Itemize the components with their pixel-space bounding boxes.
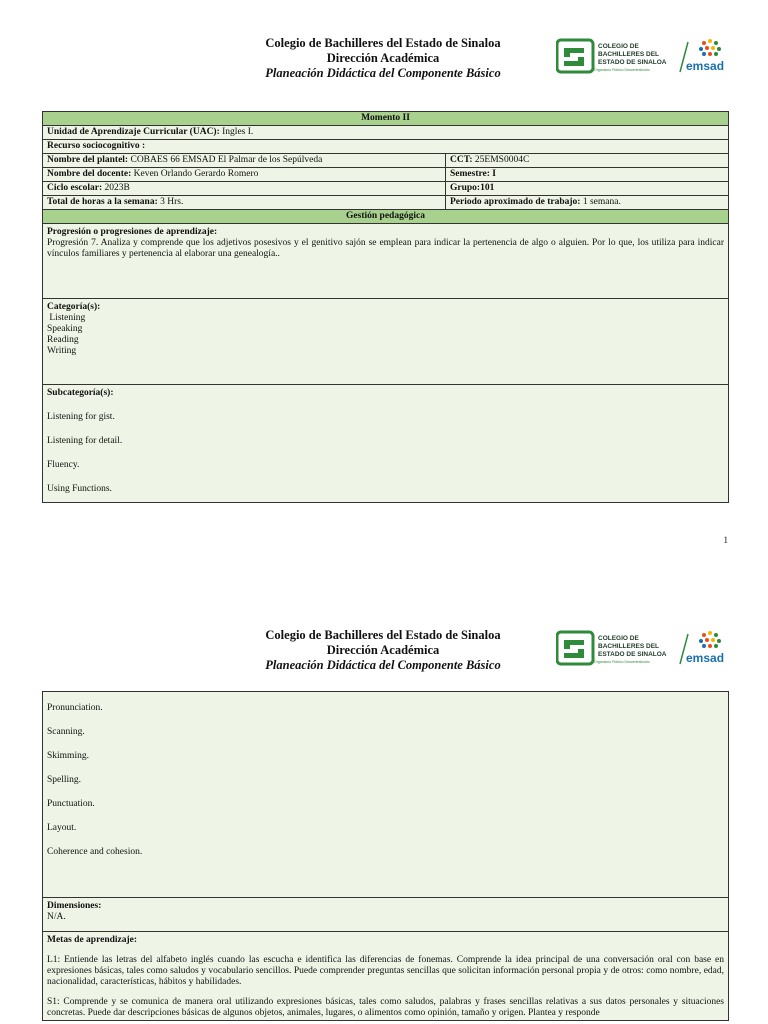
- uac-row: [43, 126, 729, 140]
- emsad-logo-text: emsad: [686, 651, 725, 665]
- metas-label: Metas de aprendizaje:: [47, 935, 138, 945]
- logo-text-2: BACHILLERES DEL: [598, 643, 660, 650]
- dimensiones-label: Dimensiones:: [47, 901, 102, 911]
- semestre-label: Semestre: I: [450, 169, 496, 179]
- cobaes-logo-icon: [556, 36, 732, 82]
- dimensiones-value: N/A.: [47, 912, 66, 922]
- categoria-label: Categoría(s):: [47, 302, 101, 312]
- cobaes-logo-icon: [556, 628, 732, 674]
- header-title-block: [200, 628, 566, 673]
- page1-table: [42, 111, 729, 503]
- meta-s1: S1: Comprende y se comunica de manera oral utilizando expresiones básicas, tales como saludos, palabras y frases sencillas relativas a sus datos personales y situaciones concretas. Puede dar descripciones básicas de algunos objetos, animales, lugares, o alimentos como opinión, tamaño y origen. Plantea y responde: [47, 997, 724, 1018]
- dimensiones-cell: [43, 898, 729, 932]
- header-line-1: Colegio de Bachilleres del Estado de Sinaloa: [265, 628, 501, 642]
- subcategoria-item: Scanning.: [47, 727, 85, 737]
- plantel-cell: [43, 154, 446, 168]
- logo-text-1: COLEGIO DE: [598, 43, 639, 50]
- uac-label: Unidad de Aprendizaje Curricular (UAC):: [47, 127, 220, 137]
- logo-text-2: BACHILLERES DEL: [598, 51, 660, 58]
- recurso-label: Recurso sociocognitivo :: [47, 141, 146, 151]
- header-title-block: [200, 36, 566, 81]
- header-line-1: Colegio de Bachilleres del Estado de Sinaloa: [265, 36, 501, 50]
- header-line-2: Dirección Académica: [326, 643, 440, 657]
- subcategoria-item: Spelling.: [47, 775, 82, 785]
- logo-text-3: ESTADO DE SINALOA: [598, 59, 667, 66]
- plantel-value: COBAES 66 EMSAD El Palmar de los Sepúlveda: [128, 155, 323, 165]
- subcategoria-item: Fluency.: [47, 460, 80, 470]
- subcategoria-item: Pronunciation.: [47, 703, 103, 713]
- progresion-label: Progresión o progresiones de aprendizaje:: [47, 227, 218, 237]
- subcategoria-item: Layout.: [47, 823, 77, 833]
- subcategoria-cell: [43, 385, 729, 503]
- grupo-cell: [446, 182, 729, 196]
- page2-table: [42, 691, 729, 1021]
- subcategoria-cont-cell: [43, 692, 729, 898]
- logo-caption: Organismo Público Descentralizado: [594, 660, 650, 664]
- momento-header: Momento II: [43, 112, 729, 126]
- page1-header: [0, 36, 768, 96]
- categoria-cell: [43, 299, 729, 385]
- categoria-item: Speaking: [47, 324, 83, 334]
- gestion-header: Gestión pedagógica: [43, 210, 729, 224]
- ciclo-label: Ciclo escolar:: [47, 183, 103, 193]
- horas-label: Total de horas a la semana:: [47, 197, 158, 207]
- subcategoria-item: Skimming.: [47, 751, 89, 761]
- periodo-label: Periodo aproximado de trabajo:: [450, 197, 581, 207]
- cct-cell: [446, 154, 729, 168]
- grupo-label: Grupo:101: [450, 183, 495, 193]
- metas-cell: [43, 932, 729, 1021]
- subcategoria-item: Listening for gist.: [47, 412, 115, 422]
- emsad-logo-text: emsad: [686, 59, 725, 73]
- plantel-label: Nombre del plantel:: [47, 155, 129, 165]
- subcategoria-item: Coherence and cohesion.: [47, 847, 143, 857]
- page-number: 1: [723, 535, 728, 545]
- docente-label: Nombre del docente:: [47, 169, 132, 179]
- subcategoria-item: Punctuation.: [47, 799, 95, 809]
- subcategoria-item: Listening for detail.: [47, 436, 123, 446]
- progresion-cell: [43, 224, 729, 299]
- periodo-value: 1 semana.: [580, 197, 621, 207]
- categoria-item: Writing: [47, 346, 77, 356]
- ciclo-value: 2023B: [102, 183, 130, 193]
- ciclo-cell: [43, 182, 446, 196]
- header-line-3: Planeación Didáctica del Componente Básico: [265, 66, 501, 80]
- horas-cell: [43, 196, 446, 210]
- logo-text-1: COLEGIO DE: [598, 635, 639, 642]
- subcategoria-item: Using Functions.: [47, 484, 112, 494]
- page2-header: [0, 628, 768, 688]
- logo-caption: Organismo Público Descentralizado: [594, 68, 650, 72]
- horas-value: 3 Hrs.: [157, 197, 184, 207]
- recurso-row: [43, 140, 729, 154]
- subcategoria-label: Subcategoría(s):: [47, 388, 114, 398]
- logo-text-3: ESTADO DE SINALOA: [598, 651, 667, 658]
- header-line-3: Planeación Didáctica del Componente Básico: [265, 658, 501, 672]
- uac-value: Ingles I.: [219, 127, 254, 137]
- meta-l1: L1: Entiende las letras del alfabeto inglés cuando las escucha e identifica las diferencias de fonemas. Comprende la idea principal de una conversación oral con base en expresiones básicas, tales como saludos y vocabulario sencillos. Puede comprender preguntas sencillas que solicitan información personal propia y de otros: como nombre, edad, nacionalidad, características, hábitos y habilidades.: [47, 955, 724, 987]
- periodo-cell: [446, 196, 729, 210]
- semestre-cell: [446, 168, 729, 182]
- docente-value: Keven Orlando Gerardo Romero: [131, 169, 259, 179]
- cct-value: 25EMS0004C: [472, 155, 530, 165]
- header-logos: [556, 628, 732, 674]
- docente-cell: [43, 168, 446, 182]
- cct-label: CCT:: [450, 155, 473, 165]
- header-line-2: Dirección Académica: [326, 51, 440, 65]
- progresion-text: Progresión 7. Analiza y comprende que los adjetivos posesivos y el genitivo sajón se emplean para indicar la pertenencia de algo o alguien. Por lo que, los utiliza para indicar vínculos familiares y pertenencia al elaborar una genealogía..: [47, 238, 725, 259]
- header-logos: [556, 36, 732, 82]
- categoria-item: Listening: [47, 313, 86, 323]
- categoria-item: Reading: [47, 335, 79, 345]
